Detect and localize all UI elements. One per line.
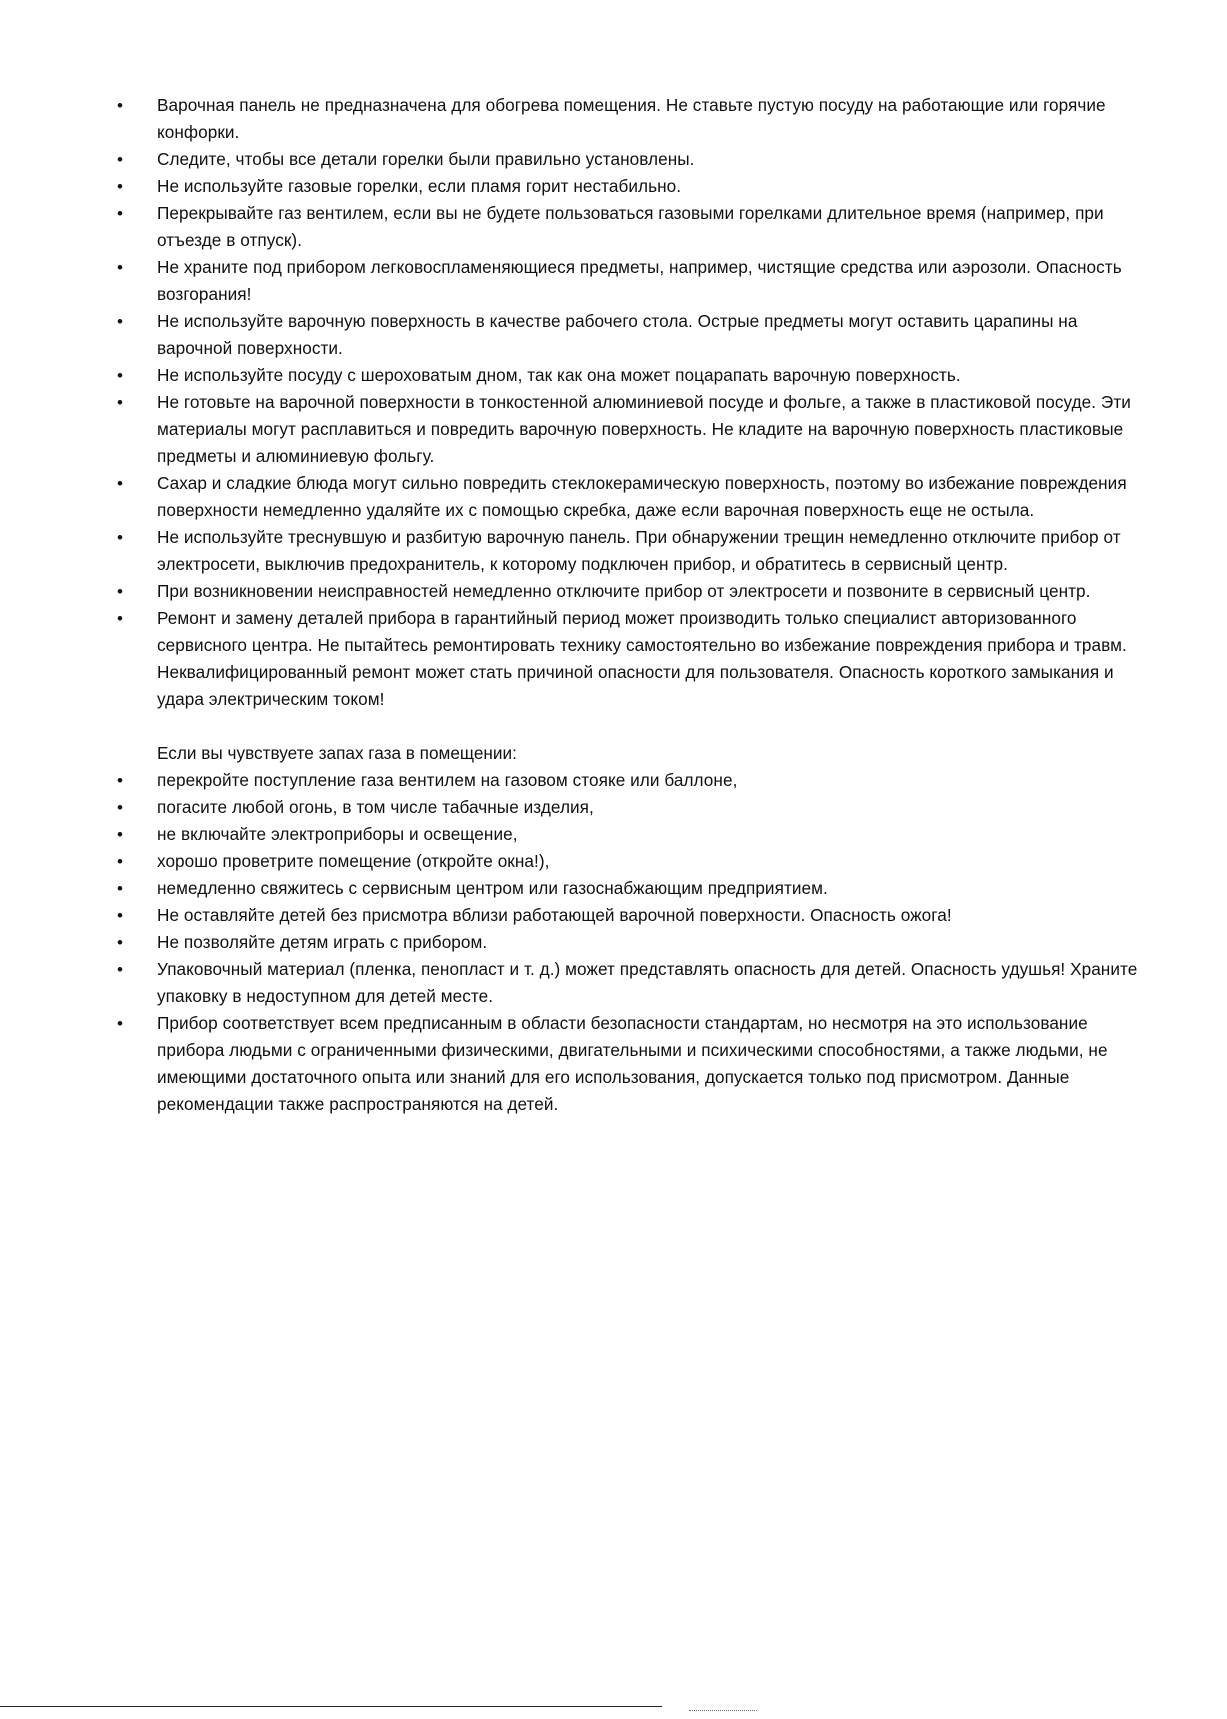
bullet-icon: • <box>117 582 124 601</box>
list-item-text: Не используйте варочную поверхность в качестве рабочего стола. Острые предметы могут оставить царапины на варочной поверхности. <box>157 311 1078 358</box>
list-item-text: Не оставляйте детей без присмотра вблизи работающей варочной поверхности. Опасность ожога! <box>157 905 952 925</box>
list-item <box>0 929 1147 956</box>
list-item-text: Не используйте треснувшую и разбитую варочную панель. При обнаружении трещин немедленно отключите прибор от электросети, выключив предохранитель, к которому подключен прибор, и обратитесь в сервисный центр. <box>157 527 1121 574</box>
list-item-text: Варочная панель не предназначена для обогрева помещения. Не ставьте пустую посуду на работающие или горячие конфорки. <box>157 95 1106 142</box>
list-item-text: Прибор соответствует всем предписанным в области безопасности стандартам, но несмотря на это использование прибора людьми с ограниченными физическими, двигательными и психическими способностями, а также людьми, не имеющими достаточного опыта или знаний для его использования, допускается только под присмотром. Данные рекомендации также распространяются на детей. <box>157 1013 1108 1114</box>
list-item <box>0 389 1147 470</box>
list-item <box>0 767 1147 794</box>
bullet-icon: • <box>117 1014 124 1033</box>
bullet-icon: • <box>117 960 124 979</box>
bullet-icon: • <box>117 312 124 331</box>
list-item <box>0 578 1147 605</box>
list-item <box>0 173 1147 200</box>
bullet-icon: • <box>117 204 124 223</box>
bullet-icon: • <box>117 852 124 871</box>
list-item <box>0 146 1147 173</box>
bullet-icon: • <box>117 906 124 925</box>
list-item-text: Упаковочный материал (пленка, пенопласт и т. д.) может представлять опасность для детей. Опасность удушья! Храните упаковку в недоступном для детей месте. <box>157 959 1138 1006</box>
list-item-text: Не используйте посуду с шероховатым дном, так как она может поцарапать варочную поверхность. <box>157 365 961 385</box>
list-item-text: Перекрывайте газ вентилем, если вы не будете пользоваться газовыми горелками длительное время (например, при отъезде в отпуск). <box>157 203 1104 250</box>
list-item-text: перекройте поступление газа вентилем на газовом стояке или баллоне, <box>157 770 738 790</box>
bullet-icon: • <box>117 771 124 790</box>
bullet-icon: • <box>117 933 124 952</box>
list-item <box>0 821 1147 848</box>
safety-list-primary <box>0 92 1227 713</box>
list-item <box>0 605 1147 713</box>
list-item <box>0 92 1147 146</box>
bullet-icon: • <box>117 798 124 817</box>
list-item-text: хорошо проветрите помещение (откройте окна!), <box>157 851 550 871</box>
bullet-icon: • <box>117 609 124 628</box>
bullet-icon: • <box>117 528 124 547</box>
list-item <box>0 200 1147 254</box>
list-item-text: Не используйте газовые горелки, если пламя горит нестабильно. <box>157 176 682 196</box>
list-item-text: Следите, чтобы все детали горелки были правильно установлены. <box>157 149 695 169</box>
bullet-icon: • <box>117 366 124 385</box>
bullet-icon: • <box>117 879 124 898</box>
section-gap <box>0 713 1227 740</box>
list-item <box>0 956 1147 1010</box>
list-item <box>0 875 1147 902</box>
list-item <box>0 848 1147 875</box>
gas-smell-intro: Если вы чувствуете запах газа в помещении: <box>157 743 517 763</box>
list-item <box>0 308 1147 362</box>
list-item-text: немедленно свяжитесь с сервисным центром или газоснабжающим предприятием. <box>157 878 828 898</box>
list-item-text: Ремонт и замену деталей прибора в гарантийный период может производить только специалист авторизованного сервисного центра. Не пытайтесь ремонтировать технику самостоятельно во избежание повреждения прибора и травм. Неквалифицированный ремонт может стать причиной опасности для пользователя. Опасность короткого замыкания и удара электрическим током! <box>157 608 1127 709</box>
list-item-text: Сахар и сладкие блюда могут сильно повредить стеклокерамическую поверхность, поэтому во избежание повреждения поверхности немедленно удаляйте их с помощью скребка, даже если варочная поверхность еще не остыла. <box>157 473 1127 520</box>
list-item <box>0 524 1147 578</box>
bullet-icon: • <box>117 825 124 844</box>
footer-mark <box>689 1710 757 1717</box>
list-item <box>0 1010 1147 1118</box>
list-item-text: Не храните под прибором легковоспламеняющиеся предметы, например, чистящие средства или аэрозоли. Опасность возгорания! <box>157 257 1122 304</box>
bullet-icon: • <box>117 474 124 493</box>
bullet-icon: • <box>117 150 124 169</box>
bullet-icon: • <box>117 177 124 196</box>
bullet-icon: • <box>117 393 124 412</box>
bullet-icon: • <box>117 96 124 115</box>
list-item <box>0 362 1147 389</box>
list-item-text: Не готовьте на варочной поверхности в тонкостенной алюминиевой посуде и фольге, а также в пластиковой посуде. Эти материалы могут расплавиться и повредить варочную поверхность. Не кладите на варочную поверхность пластиковые предметы и алюминиевую фольгу. <box>157 392 1131 466</box>
safety-list-gas <box>0 767 1227 1118</box>
list-item <box>0 794 1147 821</box>
list-item <box>0 254 1147 308</box>
list-item-text: При возникновении неисправностей немедленно отключите прибор от электросети и позвоните в сервисный центр. <box>157 581 1091 601</box>
bullet-icon: • <box>117 258 124 277</box>
list-item-text: погасите любой огонь, в том числе табачные изделия, <box>157 797 594 817</box>
list-item <box>0 470 1147 524</box>
list-item-text: Не позволяйте детям играть с прибором. <box>157 932 488 952</box>
list-item-text: не включайте электроприборы и освещение, <box>157 824 518 844</box>
footer-rule <box>0 1706 662 1707</box>
page-content <box>0 92 1227 1118</box>
list-item <box>0 902 1147 929</box>
